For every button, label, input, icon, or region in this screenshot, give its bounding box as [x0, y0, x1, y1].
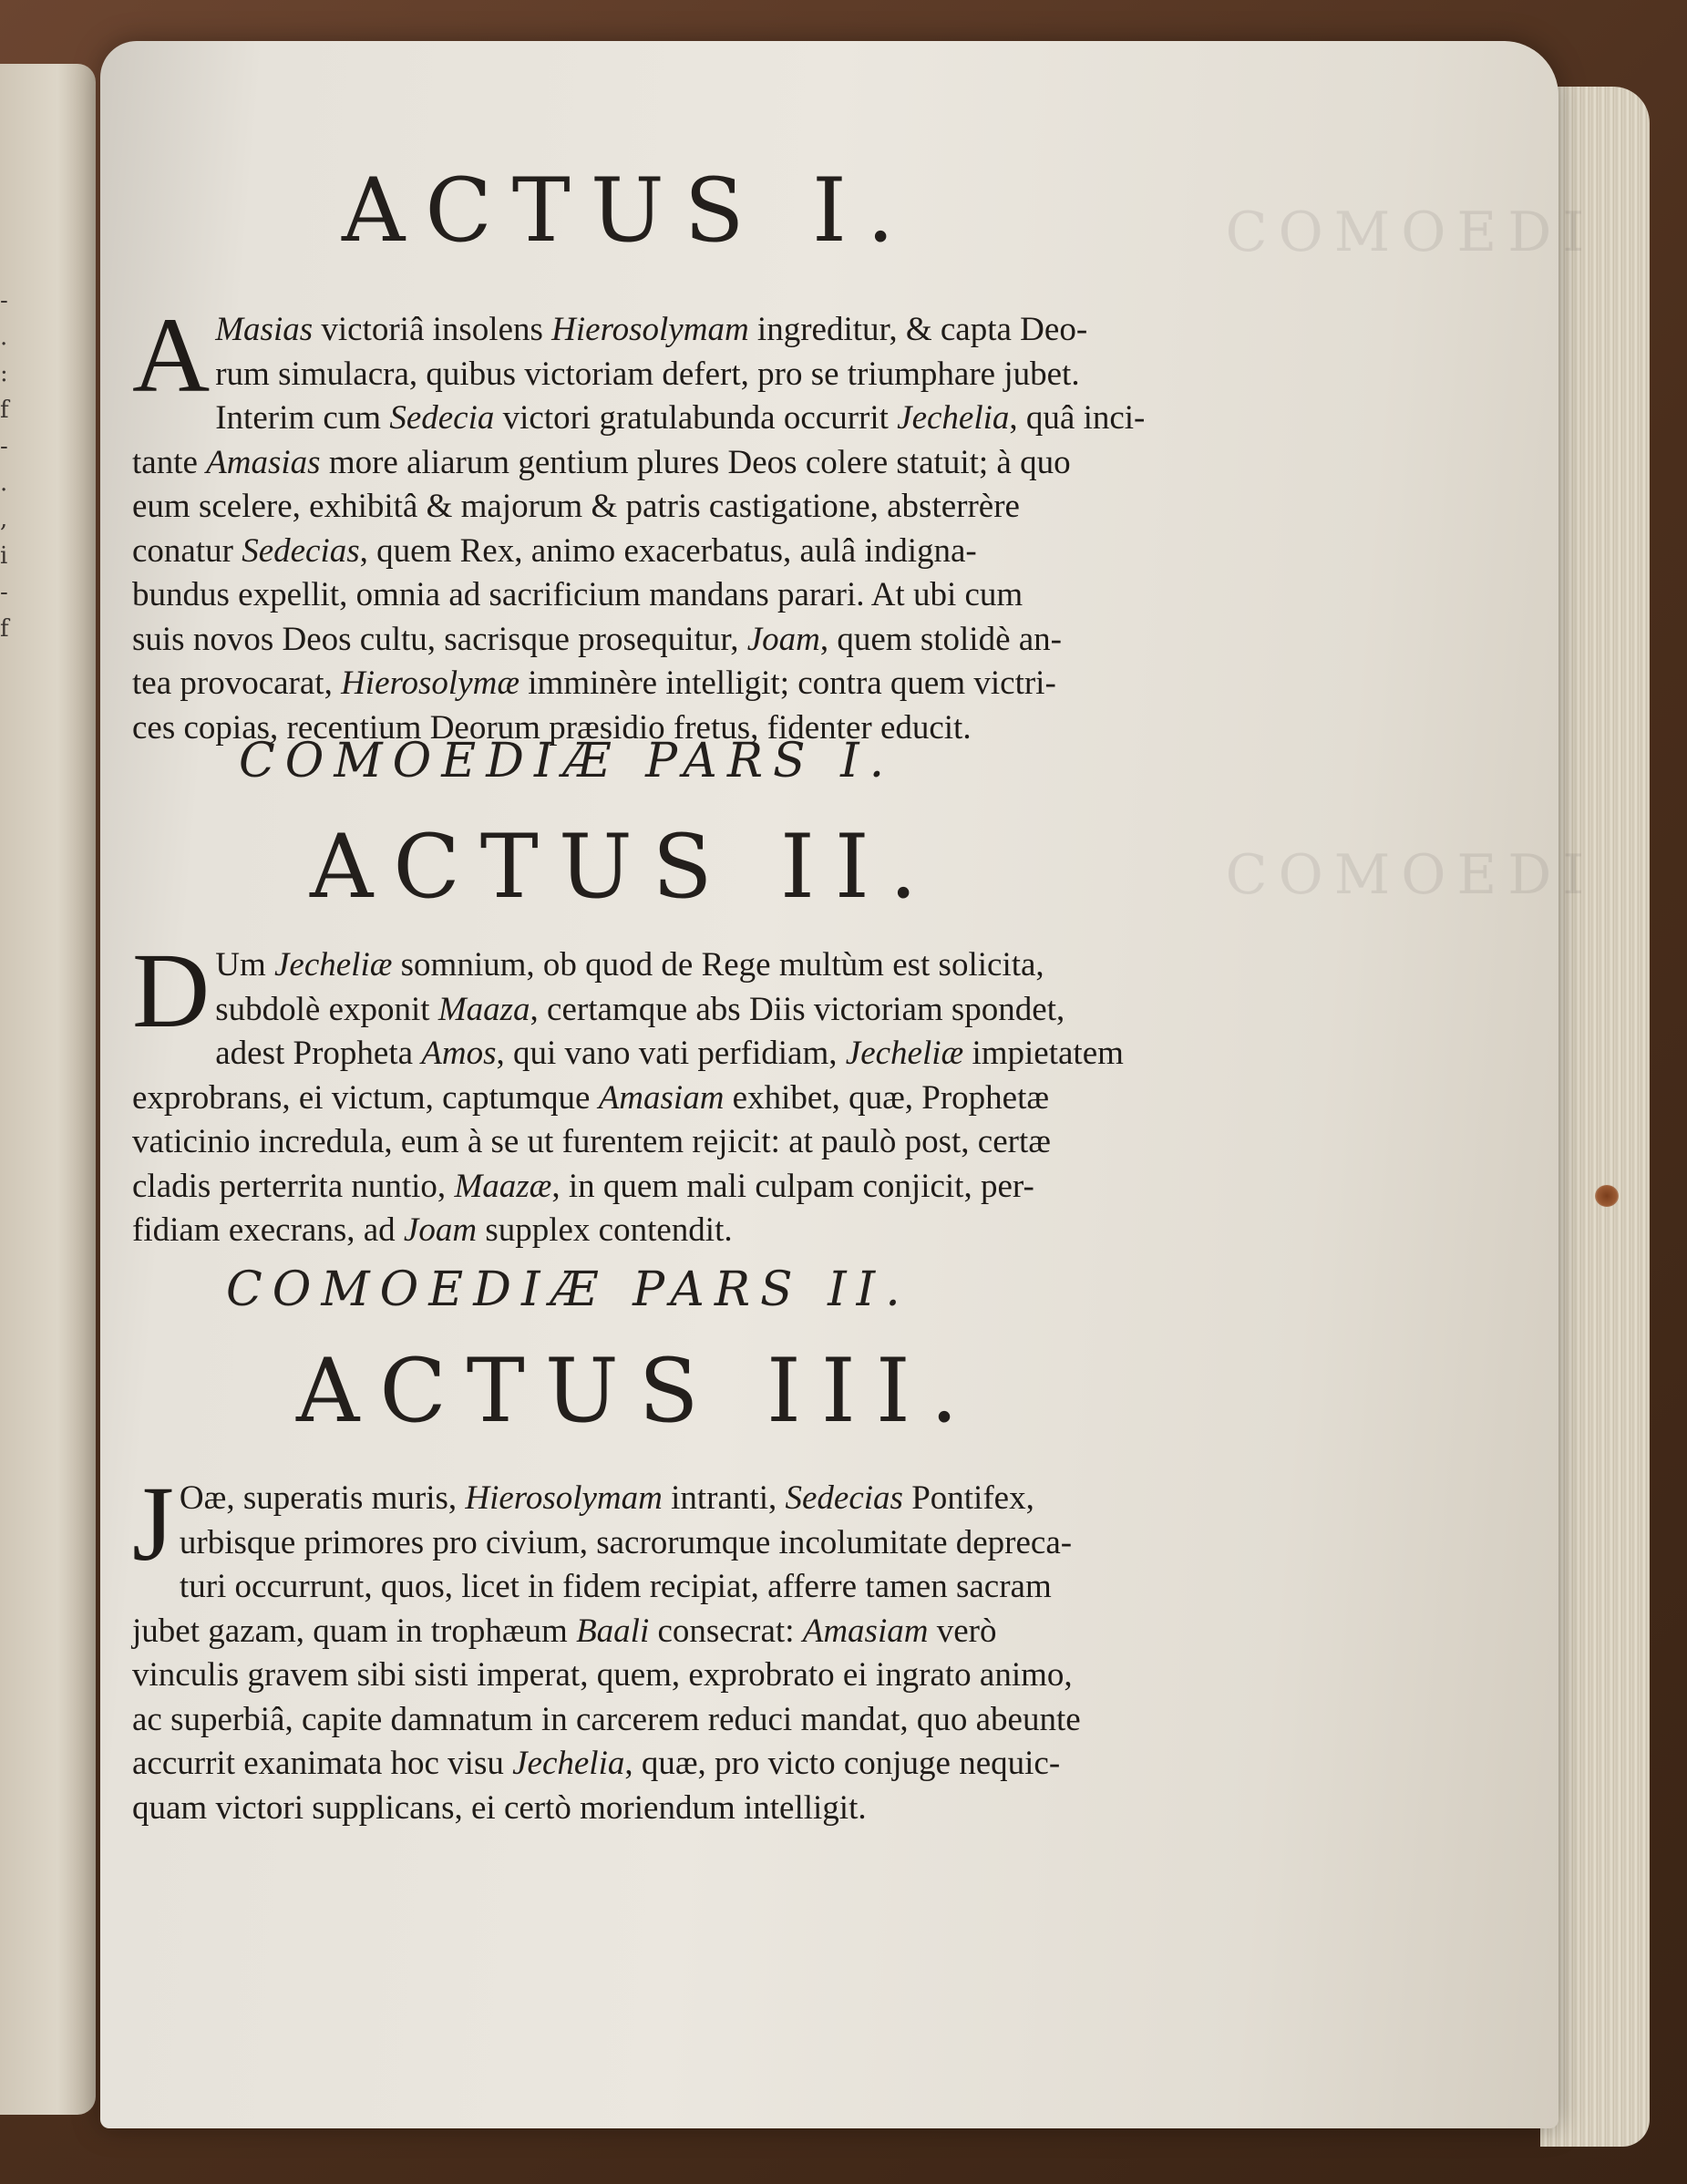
text-run: tante — [132, 443, 207, 481]
act-heading: ACTUS I. — [342, 160, 915, 262]
text-line — [132, 1477, 1203, 1521]
part-heading: COMOEDIÆ PARS I. — [239, 734, 895, 788]
text-line — [132, 988, 1203, 1033]
text-run: adest Propheta — [215, 1035, 422, 1072]
text-run: subdolè exponit — [215, 990, 438, 1028]
drop-cap: A — [132, 295, 211, 415]
act-heading: ACTUS II. — [310, 816, 938, 918]
text-run: Pontifex, — [902, 1479, 1034, 1517]
text-line — [132, 1698, 1203, 1743]
text-line — [132, 485, 1203, 530]
text-line — [132, 1032, 1203, 1077]
text-run: turi occurrunt, quos, licet in fidem recipiat, afferre tamen sacram — [179, 1568, 1052, 1605]
text-line — [132, 530, 1203, 574]
text-run: somnium, ob quod de Rege multùm est solicita, — [392, 946, 1044, 984]
text-run: verò — [928, 1612, 997, 1650]
text-line — [132, 308, 1203, 353]
facing-page-fragments: - . : f - . , i - f — [0, 287, 9, 643]
italic-run: Jechelia — [512, 1745, 625, 1782]
text-run: , certamque abs Diis victoriam spondet, — [530, 990, 1065, 1028]
text-line — [132, 1742, 1203, 1787]
text-run: jubet gazam, quam in trophæum — [132, 1612, 577, 1650]
text-run: supplex contendit. — [477, 1211, 733, 1249]
facing-page-edge — [0, 64, 96, 2115]
text-run: , quâ inci- — [1009, 399, 1146, 437]
text-run: tea provocarat, — [132, 664, 342, 702]
text-run: exprobrans, ei victum, captumque — [132, 1078, 599, 1117]
text-run: intranti, — [662, 1479, 786, 1517]
italic-run: Hierosolymam — [551, 311, 749, 348]
act-argument — [132, 1464, 1203, 1830]
text-line — [132, 618, 1203, 663]
text-line — [132, 943, 1203, 988]
text-run: urbisque primores pro civium, sacrorumque incolumitate depreca- — [179, 1523, 1073, 1561]
italic-run: Maazæ — [454, 1167, 552, 1205]
text-run: victoriâ insolens — [313, 311, 552, 348]
text-run: ac superbiâ, capite damnatum in carcerem reduci mandat, quo abeunte — [132, 1700, 1081, 1738]
text-run: Interim cum — [215, 399, 390, 437]
italic-run: Jecheliæ — [273, 946, 393, 984]
text-line — [132, 1610, 1203, 1654]
text-run: rum simulacra, quibus victoriam defert, pro se triumphare jubet. — [215, 355, 1080, 393]
text-run: exhibet, quæ, Prophetæ — [724, 1078, 1050, 1117]
text-line — [132, 1787, 1203, 1831]
drop-cap: J — [132, 1464, 174, 1583]
italic-run: Maaza — [437, 990, 530, 1028]
text-run: eum scelere, exhibitâ & majorum & patris castigatione, absterrère — [132, 488, 1020, 525]
text-run: , quem Rex, animo exacerbatus, aulâ indigna- — [359, 531, 977, 570]
text-run: imminère intelligit; contra quem victri- — [519, 664, 1056, 702]
show-through-text: COMOEDI — [1225, 843, 1595, 907]
act-argument — [132, 295, 1203, 750]
text-run: consecrat: — [649, 1612, 803, 1650]
act-argument — [132, 931, 1203, 1253]
text-line — [132, 353, 1203, 397]
text-line — [132, 662, 1203, 706]
italic-run: Hierosolymam — [465, 1479, 663, 1517]
part-heading: COMOEDIÆ PARS II. — [226, 1262, 910, 1317]
italic-run: Baali — [576, 1612, 650, 1650]
text-run: suis novos Deos cultu, sacrisque prosequitur, — [132, 620, 747, 658]
act-heading: ACTUS III. — [296, 1340, 979, 1442]
show-through-text: COMOEDI — [1225, 201, 1595, 264]
italic-run: Amasiam — [598, 1078, 725, 1117]
text-line — [132, 1209, 1203, 1253]
text-run: , quæ, pro victo conjuge nequic- — [624, 1745, 1061, 1782]
text-run: ces copias, recentium Deorum præsidio fretus, fidenter educit. — [132, 708, 972, 747]
text-run: , qui vano vati perfidiam, — [496, 1035, 846, 1072]
drop-cap: D — [132, 931, 211, 1050]
text-run: quam victori supplicans, ei certò moriendum intelligit. — [132, 1788, 867, 1827]
text-line — [132, 1653, 1203, 1698]
italic-run: Hierosolymæ — [341, 664, 520, 702]
text-line — [132, 441, 1203, 486]
text-run: ingreditur, & capta Deo- — [748, 311, 1088, 348]
italic-run: Jecheliæ — [845, 1035, 964, 1072]
text-run: bundus expellit, omnia ad sacrificium mandans parari. At ubi cum — [132, 576, 1024, 613]
italic-run: Masias — [215, 311, 314, 348]
text-line — [132, 573, 1203, 618]
italic-run: Amasias — [206, 443, 321, 481]
italic-run: Sedecias — [785, 1479, 903, 1517]
text-run: more aliarum gentium plures Deos colere statuit; à quo — [320, 443, 1071, 481]
text-run: vinculis gravem sibi sisti imperat, quem, exprobrato ei ingrato animo, — [132, 1656, 1073, 1694]
text-run: victori gratulabunda occurrit — [494, 399, 898, 437]
italic-run: Amasiam — [802, 1612, 929, 1650]
text-line — [132, 1120, 1203, 1165]
text-run: cladis perterrita nuntio, — [132, 1167, 455, 1205]
text-run: fidiam execrans, ad — [132, 1211, 404, 1249]
text-line — [132, 1565, 1203, 1610]
text-line — [132, 1521, 1203, 1566]
foxing-stain — [1595, 1185, 1619, 1207]
text-line — [132, 397, 1203, 441]
italic-run: Sedecia — [389, 399, 495, 437]
text-run: , quem stolidè an- — [819, 620, 1062, 658]
italic-run: Joam — [403, 1211, 478, 1249]
italic-run: Sedecias — [242, 531, 360, 570]
italic-run: Joam — [746, 620, 820, 658]
text-line — [132, 1165, 1203, 1210]
text-run: , in quem mali culpam conjicit, per- — [551, 1167, 1034, 1205]
text-line — [132, 1077, 1203, 1121]
italic-run: Amos — [421, 1035, 497, 1072]
text-run: Oæ, superatis muris, — [179, 1479, 466, 1517]
italic-run: Jechelia — [897, 399, 1010, 437]
text-run: accurrit exanimata hoc visu — [132, 1745, 513, 1782]
text-run: Um — [215, 946, 274, 984]
text-run: vaticinio incredula, eum à se ut furentem rejicit: at paulò post, certæ — [132, 1123, 1051, 1160]
text-run: impietatem — [963, 1035, 1124, 1072]
text-run: conatur — [132, 531, 242, 570]
